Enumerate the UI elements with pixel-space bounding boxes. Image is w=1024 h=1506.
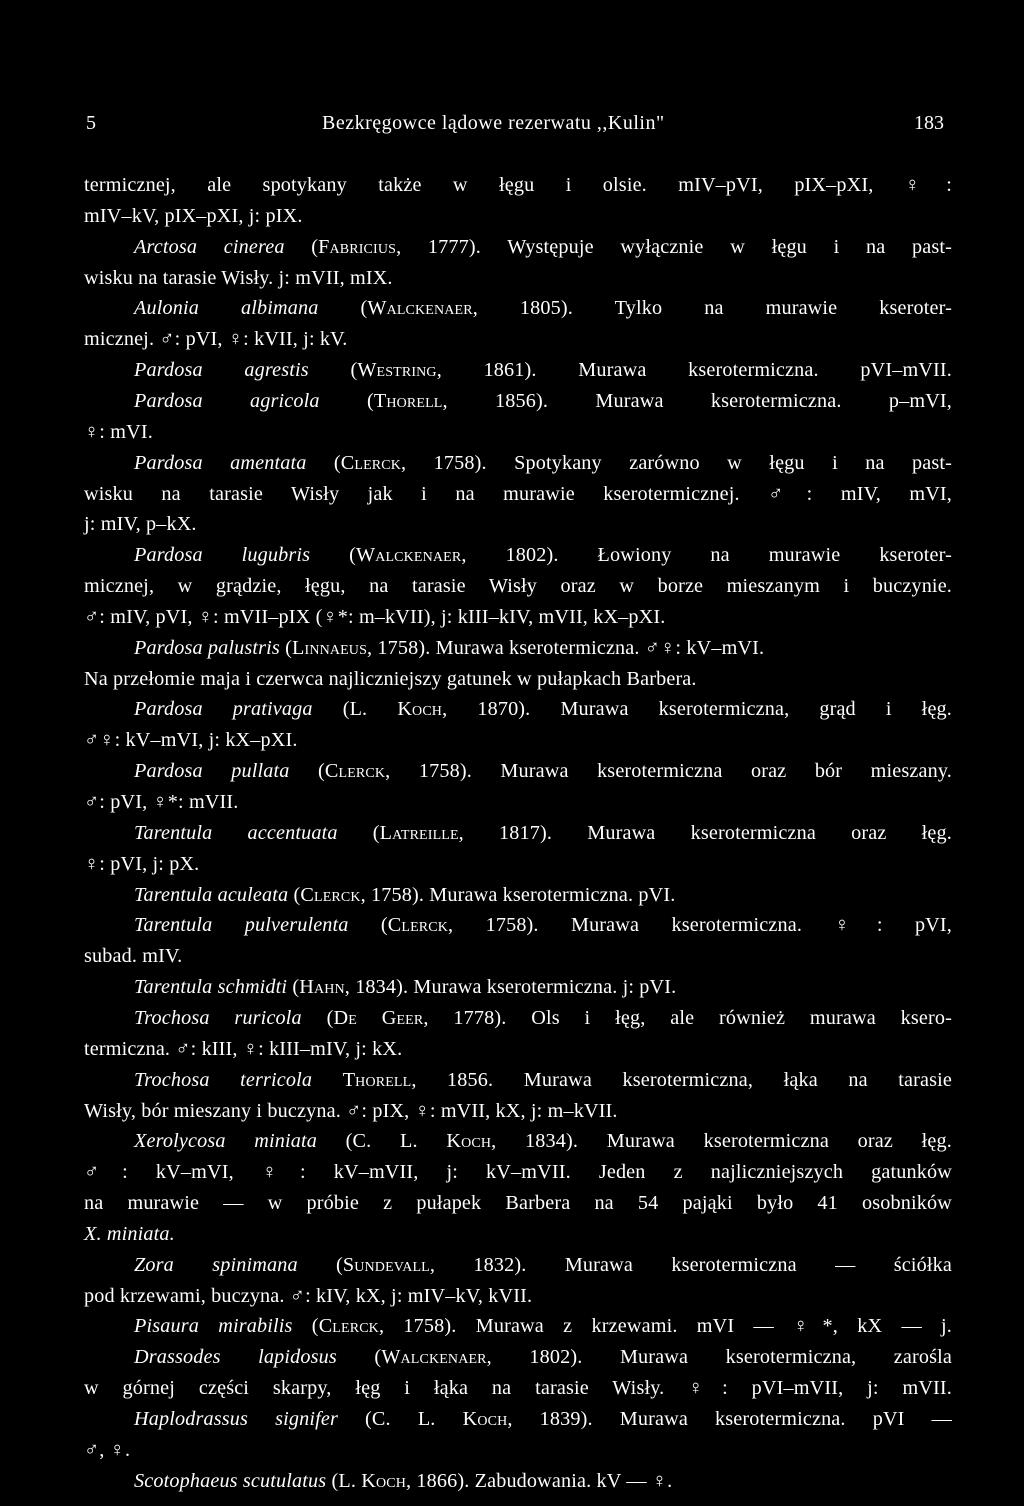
text-line [84,201,952,231]
text-run: ( [319,389,374,412]
species-name: Pardosa lugubris [134,544,311,567]
author-name: Clerck [340,451,402,474]
text-line [84,1281,952,1311]
text-run: , 1861). Murawa kserotermiczna. pVI–mVII. [436,359,952,382]
text-line [134,756,952,786]
text-run: ( [306,451,341,474]
text-line [84,602,952,632]
species-name: Tarentula schmidti [134,976,288,999]
author-name: Koch [397,698,443,721]
text-run: ( [337,821,380,844]
text-line [134,972,952,1002]
text-run: , 1802). Łowiony na murawie kseroter- [461,544,953,567]
text-run: ( [318,297,368,320]
text-line [84,1435,952,1465]
text-line [134,1404,952,1434]
text-line [84,479,952,509]
text-run: , 1817). Murawa kserotermiczna oraz łęg. [458,821,952,844]
text-run: , 1870). Murawa kserotermiczna, grąd i łęg. [442,698,952,721]
text-run: ♀: mVI. [84,420,153,443]
text-run: , 1758). Murawa z krzewami. mVI — ♀*, kX — j. [378,1315,953,1338]
text-run: (L. [312,698,398,721]
text-run: ( [284,235,319,258]
text-run: ♂, ♀. [84,1438,131,1461]
text-run: , 1758). Murawa kserotermiczna. pVI. [360,883,676,906]
author-name: Clerck [324,760,386,783]
text-line [134,1126,952,1156]
author-name: Clerck [318,1315,379,1338]
text-run: Na przełomie maja i czerwca najliczniejszy gatunek w pułapkach Barbera. [84,667,697,690]
text-run: termicznej, ale spotykany także w łęgu i olsie. mIV–pVI, pIX–pXI, ♀: [84,174,952,196]
text-run: ( [279,636,293,659]
text-run: ♂♀: kV–mVI, j: kX–pXI. [84,729,298,752]
text-run: na murawie — w próbie z pułapek Barbera na 54 pająki było 41 osobników [84,1192,952,1215]
text-run: ♂: mIV, pVI, ♀: mVII–pIX (♀*: m–kVII), j: kIII–kIV, mVII, kX–pXI. [84,605,666,628]
text-line [84,1373,952,1403]
text-line [84,571,952,601]
text-run [312,1069,343,1091]
text-run: ( [297,1253,343,1276]
text-run: , 1839). Murawa kserotermiczna. pVI — [507,1408,952,1430]
page-number: 183 [914,112,944,134]
text-run: ( [288,883,301,906]
text-line [84,417,952,447]
text-run: , 1758). Murawa kserotermiczna. ♂♀: kV–mVI. [367,636,765,659]
author-name: Clerck [300,883,361,906]
text-run: ♀: pVI, j: pX. [84,852,200,875]
text-line [134,540,952,570]
author-name: Clerck [387,914,449,937]
author-name: Latreille [379,821,459,844]
text-run: ( [292,1315,319,1338]
author-name: Koch [446,1130,492,1153]
species-name: Haplodrassus signifer [134,1408,338,1430]
author-name: Koch [462,1408,508,1430]
text-run: micznej, w grądzie, łęgu, na tarasie Wisły oraz w borze mieszanym i buczynie. [84,575,952,598]
text-run: , 1856). Murawa kserotermiczna. p–mVI, [442,389,952,412]
species-name: Pardosa agricola [134,389,320,412]
author-name: Thorell [373,389,443,412]
text-line [84,725,952,755]
text-line [134,1342,952,1372]
species-name: Pardosa palustris [134,636,280,659]
species-name: Aulonia albimana [134,297,319,320]
text-run: (C. L. [316,1130,447,1153]
species-name: Tarentula pulverulenta [134,914,349,937]
text-run: , 1834). Murawa kserotermiczna. j: pVI. [344,976,677,999]
text-run: ( [310,544,357,567]
text-line [134,880,952,910]
author-name: Hahn [299,976,345,999]
species-name: X. miniata. [84,1222,175,1245]
text-line [134,1065,952,1095]
text-run: ( [289,760,325,783]
text-run: ( [336,1346,382,1369]
text-run: , 1834). Murawa kserotermiczna oraz łęg. [491,1130,952,1153]
author-name: Walckenaer [367,297,473,320]
text-line [84,1188,952,1218]
text-line [134,1250,952,1280]
text-run: , 1758). Murawa kserotermiczna. ♀: pVI, [448,914,952,937]
text-run: subad. mIV. [84,945,183,968]
species-name: Pardosa pullata [134,760,290,783]
author-name: Westring [357,359,437,382]
author-name: Walckenaer [381,1346,487,1369]
author-name: De Geer [333,1006,424,1029]
text-run: , 1832). Murawa kserotermiczna — ściółka [429,1253,952,1276]
text-line [134,1466,952,1496]
author-name: Fabricius [318,235,397,258]
text-line [134,1003,952,1033]
author-name: Thorell [342,1068,412,1091]
text-line [84,941,952,971]
text-line [84,170,952,200]
text-run: wisku na tarasie Wisły jak i na murawie kserotermicznej. ♂: mIV, mVI, [84,482,952,505]
text-line [84,787,952,817]
text-run: (L. [326,1469,362,1492]
text-run: , 1778). Ols i łęg, ale również murawa ksero- [423,1006,952,1029]
text-run: , 1805). Tylko na murawie kseroter- [472,297,952,320]
text-line [84,1219,952,1249]
text-line [134,293,952,323]
species-name: Pardosa amentata [134,451,307,474]
text-line [134,694,952,724]
text-run: Wisły, bór mieszany i buczyna. ♂: pIX, ♀: mVII, kX, j: m–kVII. [84,1099,618,1122]
text-run: ♂: kV–mVI, ♀: kV–mVII, j: kV–mVII. Jeden z najliczniejszych gatunków [84,1161,952,1184]
text-run: , 1856. Murawa kserotermiczna, łąka na tarasie [411,1068,952,1091]
text-run: ♂: pVI, ♀*: mVII. [84,791,239,813]
text-run: ( [287,976,300,999]
running-title: Bezkręgowce lądowe rezerwatu ,,Kulin" [322,112,665,134]
text-run: ( [301,1006,334,1029]
text-line [84,664,952,694]
text-run: j: mIV, p–kX. [84,513,197,536]
text-run: , 1758). Murawa kserotermiczna oraz bór mieszany. [385,760,953,783]
species-name: Pardosa prativaga [134,698,313,721]
text-line [134,232,952,262]
text-line [84,1157,952,1187]
text-line [134,1311,952,1341]
text-line [84,263,952,293]
species-name: Scotophaeus scutulatus [134,1469,327,1492]
header-section-number: 5 [86,112,96,134]
author-name: Linnaeus [292,636,368,659]
text-run: , 1758). Spotykany zarówno w łęgu i na past- [401,451,952,474]
text-run: , 1777). Występuje wyłącznie w łęgu i na past- [396,235,952,258]
text-line [134,910,952,940]
text-run: w górnej części skarpy, łęg i łąka na tarasie Wisły. ♀: pVI–mVII, j: mVII. [84,1377,952,1400]
text-line [134,386,952,416]
text-run: (C. L. [337,1408,463,1430]
text-line [84,509,952,539]
text-line [84,1096,952,1126]
text-line [84,324,952,354]
text-line [84,1034,952,1064]
text-run: pod krzewami, buczyna. ♂: kIV, kX, j: mIV–kV, kVII. [84,1284,533,1307]
species-name: Trochosa terricola [134,1068,313,1091]
text-run: , 1866). Zabudowania. kV — ♀. [405,1469,673,1492]
author-name: Koch [361,1469,406,1492]
species-name: Tarentula accentuata [134,821,338,844]
text-line [134,448,952,478]
species-name: Drassodes lapidosus [134,1346,337,1369]
text-run: ( [348,914,388,937]
species-name: Trochosa ruricola [134,1006,302,1029]
author-name: Walckenaer [356,544,462,567]
text-line [134,355,952,385]
species-name: Arctosa cinerea [134,235,285,258]
species-name: Xerolycosa miniata [134,1130,317,1153]
text-line [84,849,952,879]
text-line [134,818,952,848]
species-name: Tarentula aculeata [134,883,289,906]
text-run: termiczna. ♂: kIII, ♀: kIII–mIV, j: kX. [84,1037,403,1060]
species-name: Pisaura mirabilis [134,1315,293,1338]
text-line [134,633,952,663]
text-run: wisku na tarasie Wisły. j: mVII, mIX. [84,266,393,289]
text-run: , 1802). Murawa kserotermiczna, zarośla [486,1346,953,1369]
text-run: ( [308,359,358,382]
author-name: Sundevall [342,1253,430,1276]
text-run: micznej. ♂: pVI, ♀: kVII, j: kV. [84,328,348,351]
species-name: Zora spinimana [134,1253,298,1276]
text-run: mIV–kV, pIX–pXI, j: pIX. [84,204,303,227]
species-name: Pardosa agrestis [134,359,309,382]
